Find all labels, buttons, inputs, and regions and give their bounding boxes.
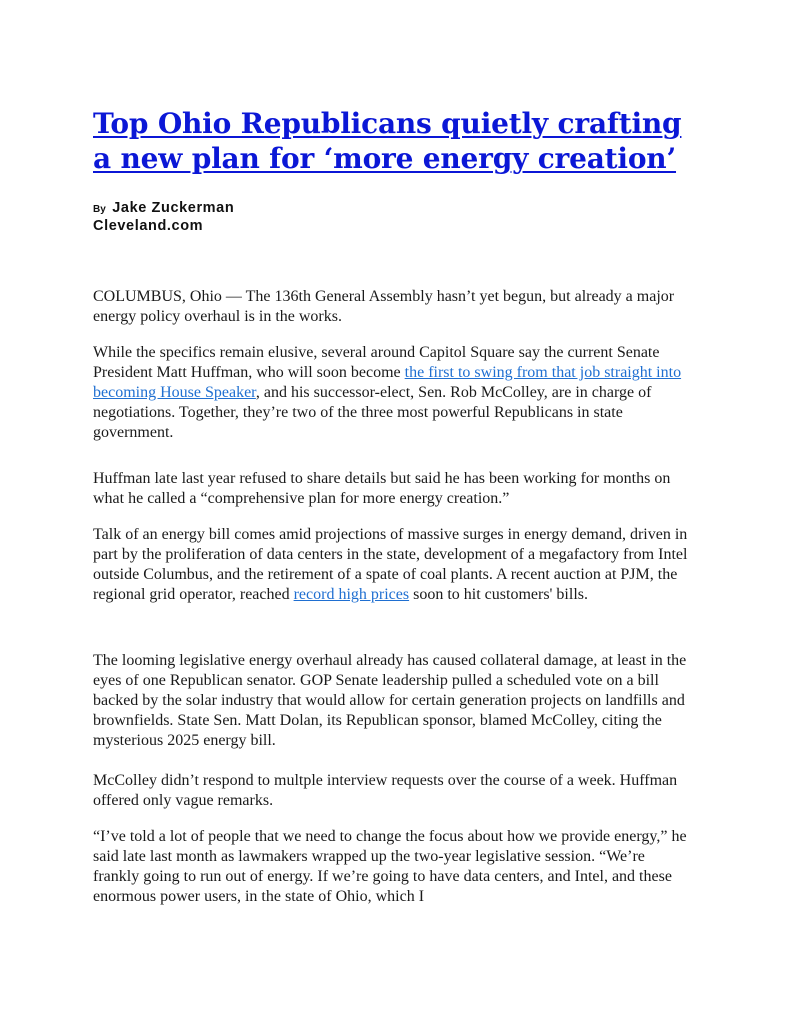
article-headline-link[interactable]: Top Ohio Republicans quietly crafting a new plan for ‘more energy creation’ (93, 107, 682, 175)
article-page (93, 106, 693, 235)
house-speaker-link[interactable]: the first to swing from that job straight into becoming House Speaker (93, 364, 682, 401)
paragraph-3: Huffman late last year refused to share details but said he has been working for months on what he called a “comprehensive plan for more energy creation.” (93, 470, 671, 507)
paragraph-5: The looming legislative energy overhaul already has caused collateral damage, at least in the eyes of one Republican senator. GOP Senate leadership pulled a scheduled vote on a bill backed by the solar industry that would allow for certain generation projects on landfills and brownfields. State Sen. Matt Dolan, its Republican sponsor, blamed McColley, citing the mysterious 2025 energy bill. (93, 652, 687, 749)
paragraph-1: COLUMBUS, Ohio — The 136th General Assembly hasn’t yet begun, but already a major energy policy overhaul is in the works. (93, 288, 675, 325)
byline-author: Jake Zuckerman (112, 200, 235, 216)
paragraph-4 (93, 525, 693, 605)
paragraph-4-text-end: soon to hit customers' bills. (409, 586, 588, 603)
paragraph-7: “I’ve told a lot of people that we need to change the focus about how we provide energy,” he said late last month as lawmakers wrapped up the two-year legislative session. “We’re frankly going to run out of energy. If we’re going to have data centers, and Intel, and these enormous power users, in the state of Ohio, which I (93, 828, 687, 905)
byline-by-label: By (93, 204, 106, 215)
paragraph-2-text-end: , and his successor-elect, Sen. Rob McColley, are in charge of negotiations. Together, they’re two of the three most powerful Republicans in state government. (93, 384, 652, 441)
byline (93, 199, 693, 235)
paragraph-2-text-start: While the specifics remain elusive, several around Capitol Square say the current Senate President Matt Huffman, who will soon become (93, 344, 660, 381)
paragraph-6: McColley didn’t respond to multple interview requests over the course of a week. Huffman offered only vague remarks. (93, 772, 678, 809)
paragraph-4-text-start: Talk of an energy bill comes amid projections of massive surges in energy demand, driven in part by the proliferation of data centers in the state, development of a megafactory from Intel outside Columbus, and the retirement of a spate of coal plants. A recent auction at PJM, the regional grid operator, reached (93, 526, 688, 603)
paragraph-2 (93, 343, 693, 443)
record-high-prices-link[interactable]: record high prices (293, 586, 410, 603)
byline-source: Cleveland.com (93, 218, 204, 234)
